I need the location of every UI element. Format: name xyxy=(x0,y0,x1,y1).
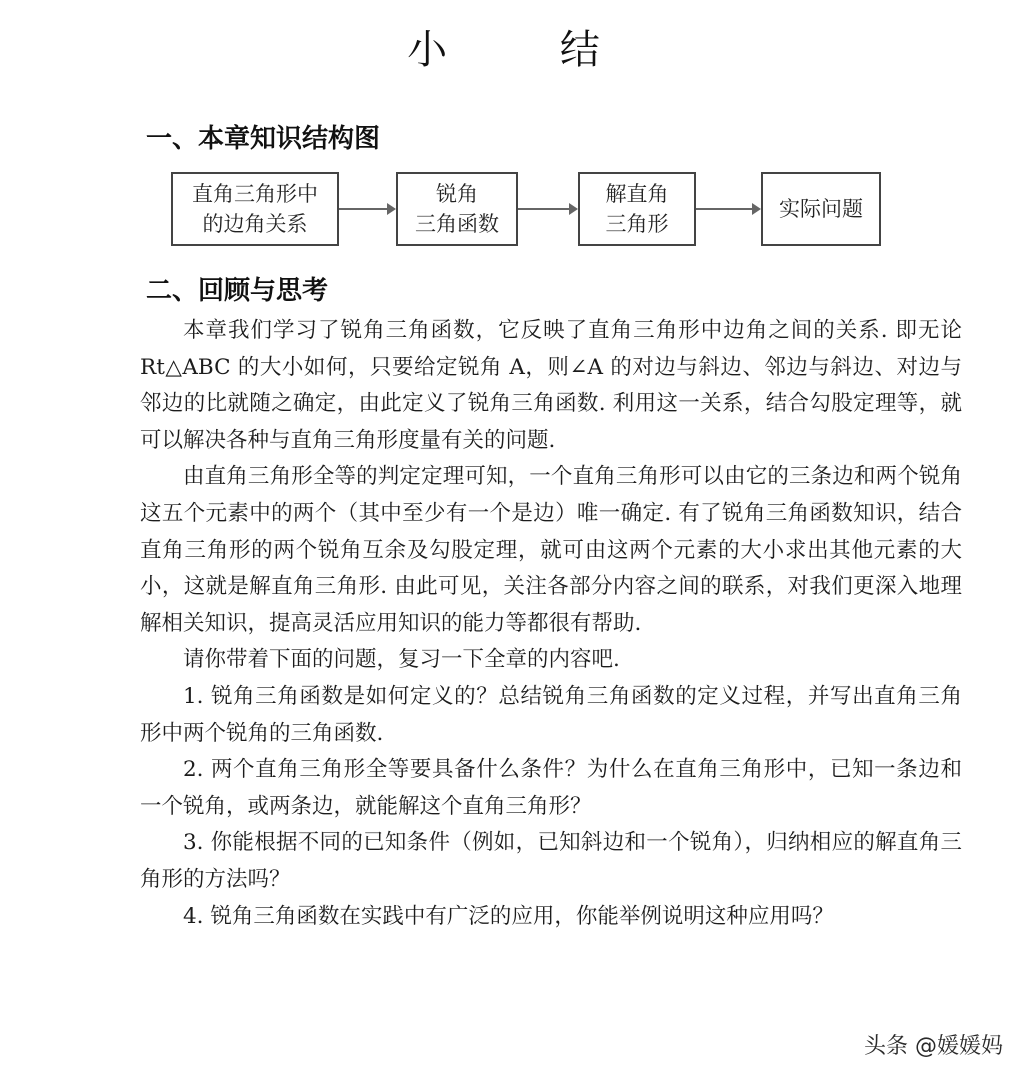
arrow-right-icon xyxy=(339,208,394,210)
review-question: 3. 你能根据不同的已知条件（例如，已知斜边和一个锐角），归纳相应的解直角三角形的方法吗？ xyxy=(140,830,962,892)
flow-box-line: 锐角 xyxy=(436,182,478,206)
arrow-right-icon xyxy=(518,208,576,210)
review-question: 4. 锐角三角函数在实践中有广泛的应用，你能举例说明这种应用吗？ xyxy=(183,903,834,929)
knowledge-structure-diagram xyxy=(163,172,883,248)
paragraph: 请你带着下面的问题，复习一下全章的内容吧. xyxy=(183,647,620,673)
review-question: 1. 锐角三角函数是如何定义的？总结锐角三角函数的定义过程，并写出直角三角形中两个锐角的三角函数. xyxy=(140,683,962,746)
paragraph: 由直角三角形全等的判定定理可知，一个直角三角形可以由它的三条边和两个锐角这五个元素中的两个（其中至少有一个是边）唯一确定. 有了锐角三角函数知识，结合直角三角形的两个锐角互余及勾股定理，就可由这两个元素的大小求出其他元素的大小，这就是解直角三角形. 由此可见，关注各部分内容之间的联系，对我们更深入地理解相关知识，提高灵活应用知识的能力等都很有帮助. xyxy=(140,464,962,636)
flow-box-edge-angle-relations xyxy=(171,172,339,246)
flow-box-line: 三角函数 xyxy=(415,212,499,236)
review-question: 2. 两个直角三角形全等要具备什么条件？为什么在直角三角形中，已知一条边和一个锐角，或两条边，就能解这个直角三角形？ xyxy=(140,757,962,819)
flow-box-practical-problems xyxy=(761,172,881,246)
section-heading-knowledge-structure: 一、本章知识结构图 xyxy=(146,124,381,154)
flow-box-line: 实际问题 xyxy=(779,197,863,221)
flow-box-line: 的边角关系 xyxy=(202,212,308,236)
section-heading-review: 二、回顾与思考 xyxy=(146,276,329,306)
paragraph: 本章我们学习了锐角三角函数，它反映了直角三角形中边角之间的关系. 即无论 Rt△ABC 的大小如何，只要给定锐角 A，则∠A 的对边与斜边、邻边与斜边、对边与邻边的比就随之确定，由此定义了锐角三角函数. 利用这一关系，结合勾股定理等，就可以解决各种与直角三角形度量有关的问题. xyxy=(140,318,962,453)
flow-box-solve-right-triangle xyxy=(578,172,696,246)
review-body xyxy=(140,313,962,935)
page-title: 小 结 xyxy=(407,27,650,73)
flow-box-line: 三角形 xyxy=(605,212,669,236)
flow-box-line: 直角三角形中 xyxy=(192,182,318,206)
watermark: 头条 @媛媛妈 xyxy=(864,1034,1003,1059)
flow-box-acute-trig-functions xyxy=(396,172,518,246)
arrow-right-icon xyxy=(696,208,759,210)
flow-box-line: 解直角 xyxy=(605,182,669,206)
